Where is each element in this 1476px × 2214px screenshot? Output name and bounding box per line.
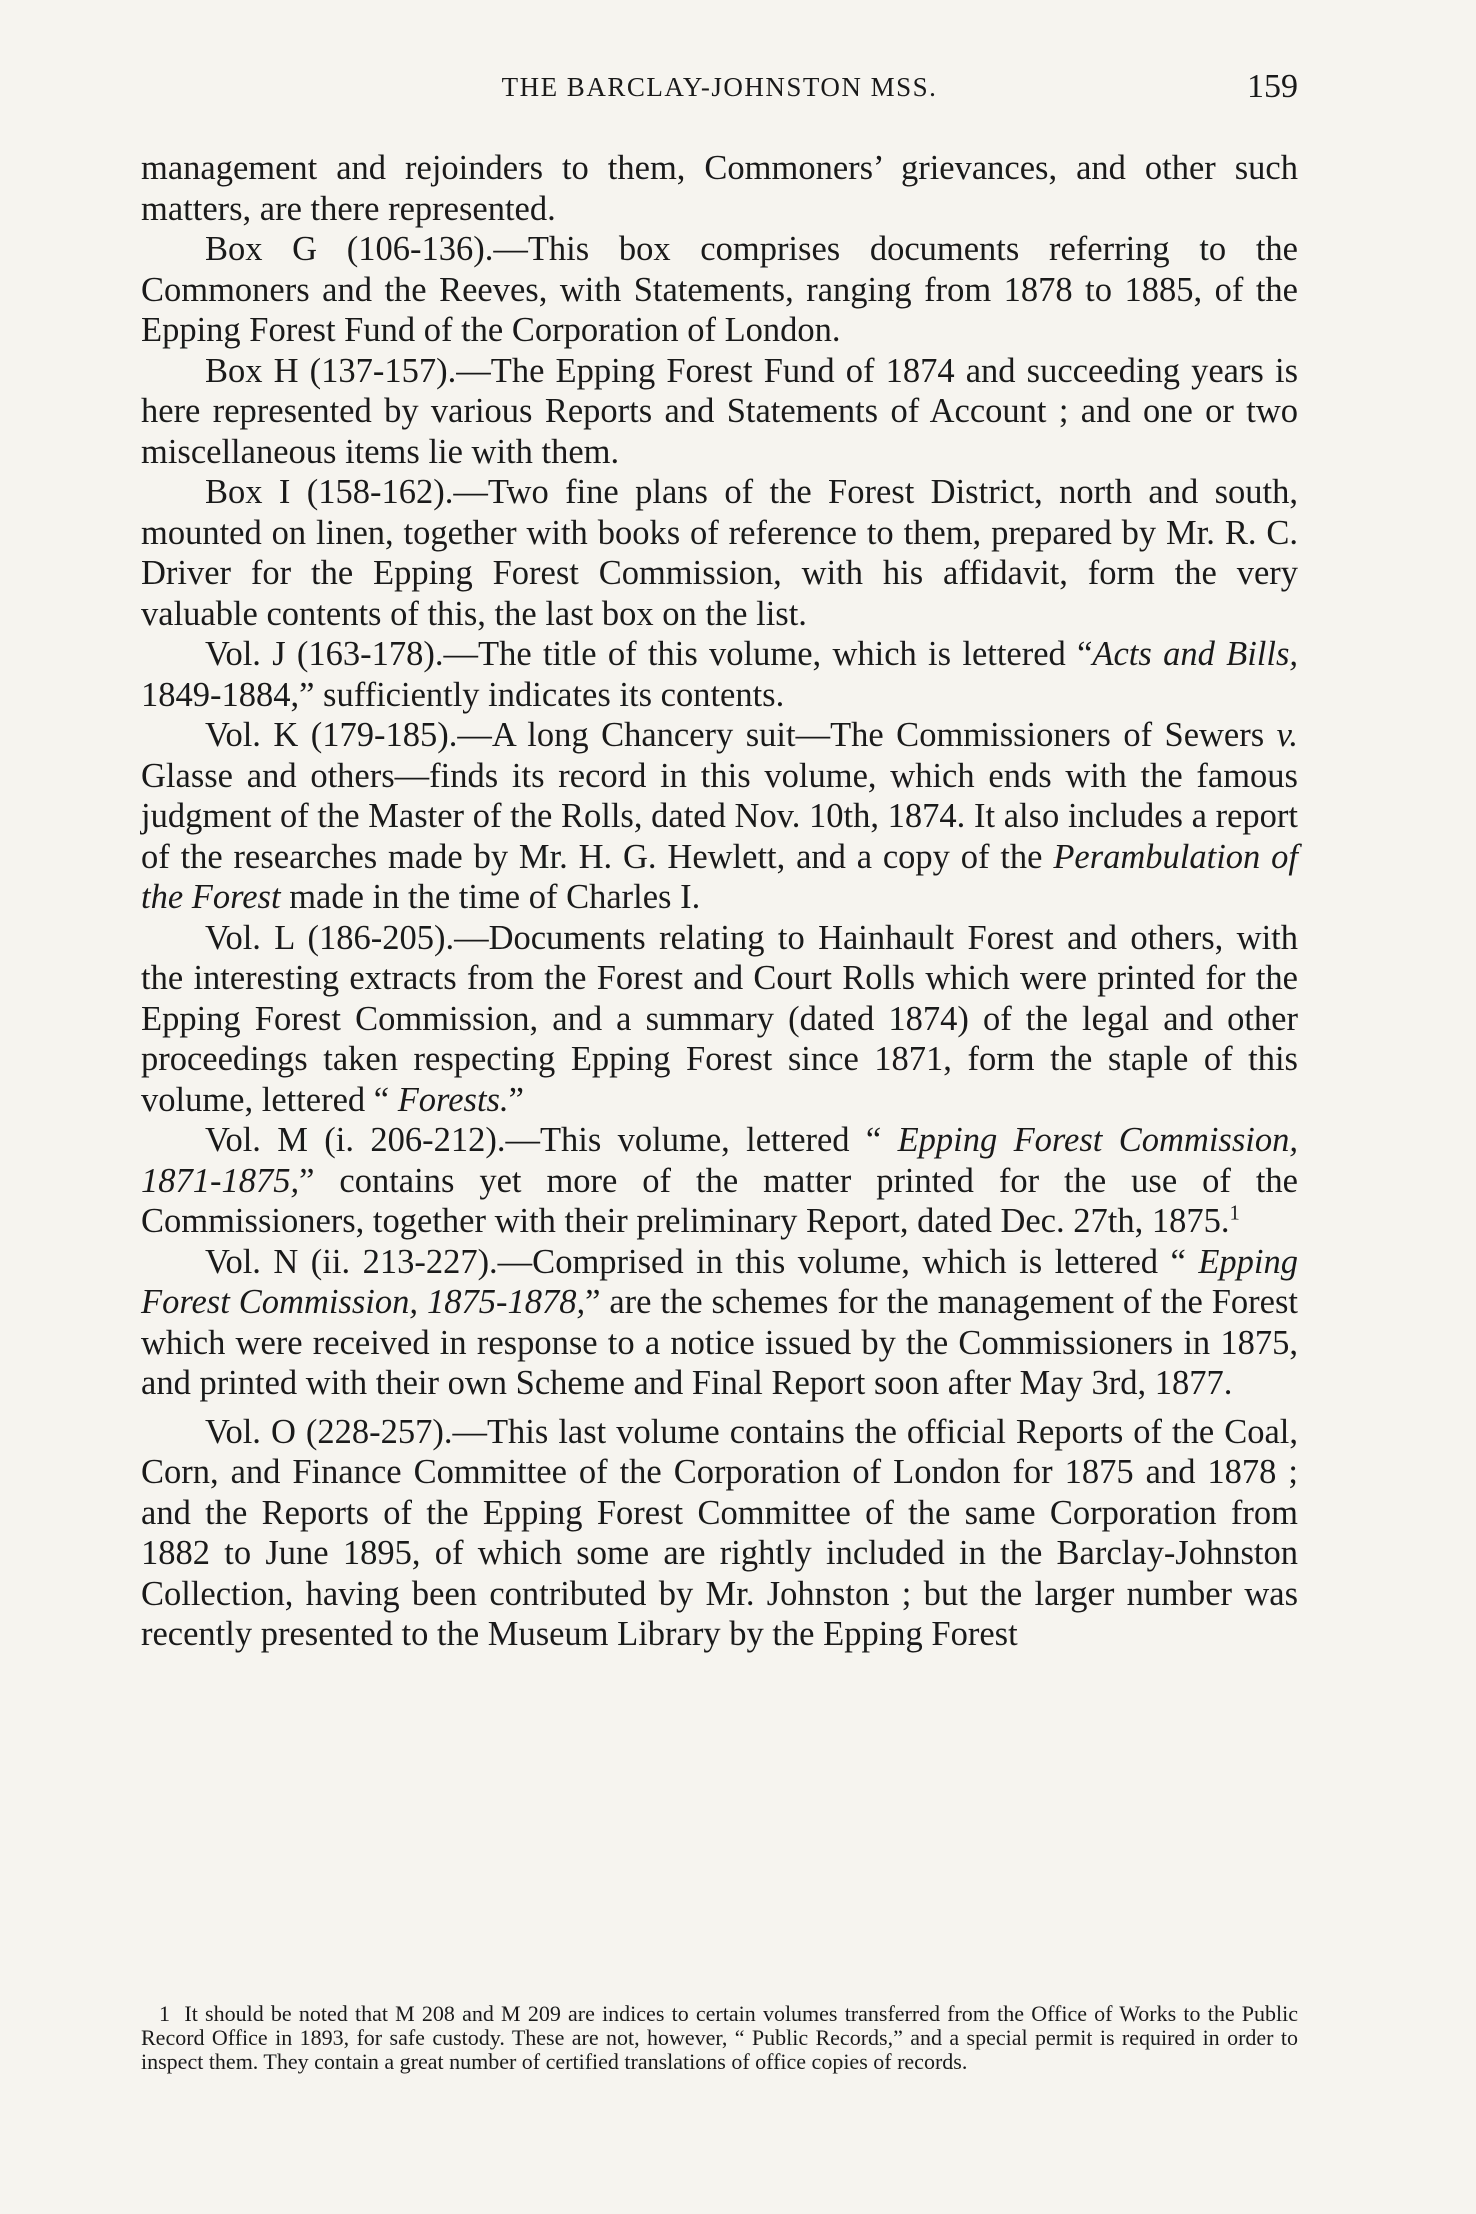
paragraph-vol-n bbox=[141, 1242, 1298, 1404]
book-page bbox=[141, 0, 1298, 2214]
paragraph-vol-k bbox=[141, 715, 1298, 918]
vol-k-tail: made in the time of Charles I. bbox=[280, 878, 701, 916]
vol-k-italic-v: v. bbox=[1276, 716, 1298, 754]
vol-m-tail: ” contains yet more of the matter printed for the use of the Commissioners, together with their preliminary Report, dated Dec. 27th, 1875. bbox=[141, 1161, 1298, 1240]
vol-m-lead: Vol. M (i. 206-212).—This volume, lettered “ bbox=[205, 1121, 898, 1159]
paragraph-vol-j bbox=[141, 634, 1298, 715]
paragraph-box-h: Box H (137-157).—The Epping Forest Fund of 1874 and succeeding years is here represented by various Reports and Statements of Account ; and one or two miscellaneous items lie with them. bbox=[141, 351, 1298, 471]
running-head bbox=[141, 68, 1298, 112]
footnote bbox=[141, 2002, 1298, 2074]
paragraph-vol-o: Vol. O (228-257).—This last volume contains the official Reports of the Coal, Corn, and Finance Committee of the Corporation of London for 1875 and 1878 ; and the Reports of the Epping Forest Committee of the same Corporation from 1882 to June 1895, of which some are rightly included in the Barclay-Johnston Collection, having been contributed by Mr. Johnston ; but the larger number was recently presented to the Museum Library by the Epping Forest bbox=[141, 1412, 1298, 1653]
vol-j-lead: Vol. J (163-178).—The title of this volume, which is lettered “ bbox=[205, 635, 1093, 673]
vol-n-lead: Vol. N (ii. 213-227).—Comprised in this volume, which is lettered “ bbox=[205, 1242, 1199, 1281]
vol-m-italic-title: Epping Forest Commission, 1871-1875, bbox=[141, 1121, 1298, 1200]
vol-j-tail: 1849-1884,” sufficiently indicates its contents. bbox=[141, 675, 785, 714]
vol-k-mid: Glasse and others—finds its record in this volume, which ends with the famous judgment of the Master of the Rolls, dated Nov. 10th, 1874. It also includes a report of the researches made by Mr. H. G. Hewlett, and a copy of the bbox=[141, 756, 1298, 876]
footnote-marker: 1 bbox=[1229, 1202, 1240, 1225]
vol-n-tail: ” are the schemes for the management of the Forest which were received in response to a notice issued by the Commissioners in 1875, and printed with their own Scheme and Final Report soon after May 3rd, 1877. bbox=[141, 1283, 1298, 1402]
footnote-number: 1 bbox=[159, 2001, 170, 2026]
paragraph-box-i: Box I (158-162).—Two fine plans of the Forest District, north and south, mounted on linen, together with books of reference to them, prepared by Mr. R. C. Driver for the Epping Forest Commission, with his affidavit, form the very valuable contents of this, the last box on the list. bbox=[141, 473, 1298, 633]
vol-l-italic-title: Forests. bbox=[397, 1080, 509, 1119]
vol-l-lead: Vol. L (186-205).—Documents relating to Hainhault Forest and others, with the interesting extracts from the Forest and Court Rolls which were printed for the Epping Forest Commission, and a summary (dated 1874) of the legal and other proceedings taken respecting Epping Forest since 1871, form the staple of this volume, lettered “ bbox=[141, 918, 1298, 1119]
vol-j-italic-title: Acts and Bills, bbox=[1092, 635, 1298, 673]
paragraph-vol-l bbox=[141, 918, 1298, 1121]
body-text bbox=[141, 148, 1298, 1655]
vol-k-lead: Vol. K (179-185).—A long Chancery suit—The Commissioners of Sewers bbox=[205, 716, 1277, 754]
footnote-text: It should be noted that M 208 and M 209 are indices to certain volumes transferred from the Office of Works to the Public Record Office in 1893, for safe custody. These are not, however, “ Public Records,” and a special permit is required in order to inspect them. They contain a great number of certified translations of office copies of records. bbox=[141, 2001, 1299, 2074]
vol-n-italic-title: Epping Forest Commission, 1875-1878, bbox=[141, 1242, 1298, 1321]
vol-k-italic-title: Perambulation of the Forest bbox=[141, 837, 1298, 916]
page-number: 159 bbox=[1247, 68, 1298, 105]
paragraph-continuation: management and rejoinders to them, Commoners’ grievances, and other such matters, are there represented. bbox=[141, 149, 1298, 228]
running-title: THE BARCLAY-JOHNSTON MSS. bbox=[501, 72, 938, 102]
paragraph-vol-m bbox=[141, 1120, 1298, 1242]
vol-l-tail: ” bbox=[508, 1080, 524, 1119]
footnotes bbox=[141, 2002, 1298, 2074]
paragraph-box-g: Box G (106-136).—This box comprises documents referring to the Commoners and the Reeves, with Statements, ranging from 1878 to 1885, of the Epping Forest Fund of the Corporation of London. bbox=[141, 230, 1298, 349]
